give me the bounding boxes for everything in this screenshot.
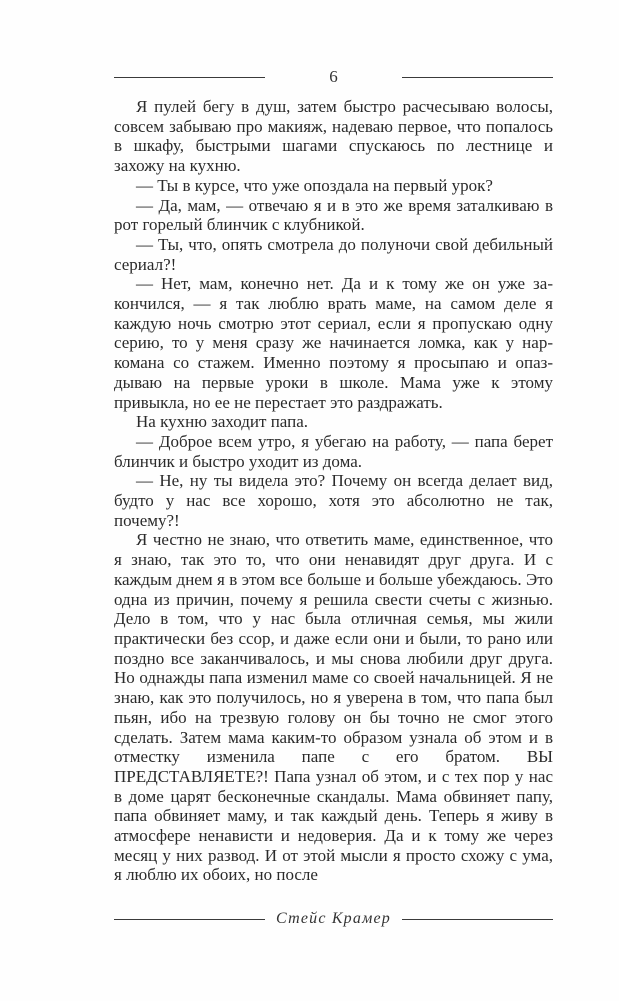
header-rule-right bbox=[402, 77, 553, 78]
book-title: Стейс Крамер bbox=[276, 910, 391, 927]
paragraph: Я честно не знаю, что ответить маме, единственное, что я знаю, так это то, что они ненавидят друг друга. И с каждым днем я в этом все больше и больше убеждаюсь. Это одна из причин, почему я решила свести счеты с жизнью. Дело в том, что у нас была отличная семья, мы жили практически без ссор, и даже если они и были, то рано или поздно все заканчивалось, и мы снова любили друг друга. Но однажды папа изменил маме со своей начальницей. Я не знаю, как это получилось, но я уверена в том, что папа был пьян, ибо на трезвую голову он бы точно не смог этого сделать. Затем мама каким-то образом узнала об этом и в отместку изменила папе с его братом. ВЫ ПРЕДСТАВЛЯЕТЕ?! Папа узнал об этом, и с тех пор у нас в доме царят бесконечные скандалы. Мама обвиняет папу, папа обвиняет маму, и так каждый день. Теперь я живу в атмосфере ненависти и недоверия. Да и к тому же через месяц у них развод. И от этой мысли я просто схожу с ума, я люблю их обоих, но после bbox=[114, 530, 553, 885]
footer-rule-right bbox=[402, 919, 553, 920]
page-number: 6 bbox=[329, 67, 338, 86]
paragraph: — Ты, что, опять смотрела до полуночи свой дебильный сериал?! bbox=[114, 234, 553, 274]
paragraph: — Доброе всем утро, я убегаю на работу, — папа берет блинчик и быстро уходит из дома. bbox=[114, 431, 553, 471]
paragraph: — Ты в курсе, что уже опоздала на первый урок? bbox=[136, 175, 493, 195]
paragraph: На кухню заходит папа. bbox=[136, 412, 309, 432]
body-text bbox=[114, 97, 553, 885]
paragraph: — Не, ну ты видела это? Почему он всегда делает вид, будто у нас все хорошо, хотя это абсолютно не так, почему?! bbox=[114, 471, 553, 530]
running-foot bbox=[114, 907, 553, 931]
running-head bbox=[114, 65, 553, 89]
paragraph: — Да, мам, — отвечаю я и в это же время заталкиваю в рот горелый блинчик с клубникой. bbox=[114, 195, 553, 235]
footer-rule-left bbox=[114, 919, 265, 920]
paragraph: — Нет, мам, конечно нет. Да и к тому же он уже закончился, — я так люблю врать маме, на самом деле я каждую ночь смотрю этот сериал, если я пропускаю одну серию, то у меня сразу же начинается ломка, как у наркомана со стажем. Именно поэтому я просыпаю и опаздываю на первые уроки в школе. Мама уже к этому привыкла, но ее не перестает это раздражать. bbox=[114, 274, 553, 412]
header-rule-left bbox=[114, 77, 265, 78]
paragraph: Я пулей бегу в душ, затем быстро расчесываю волосы, совсем забываю про макияж, надеваю первое, что попалось в шкафу, быстрыми шагами спускаюсь по лестнице и захожу на кухню. bbox=[114, 97, 553, 176]
